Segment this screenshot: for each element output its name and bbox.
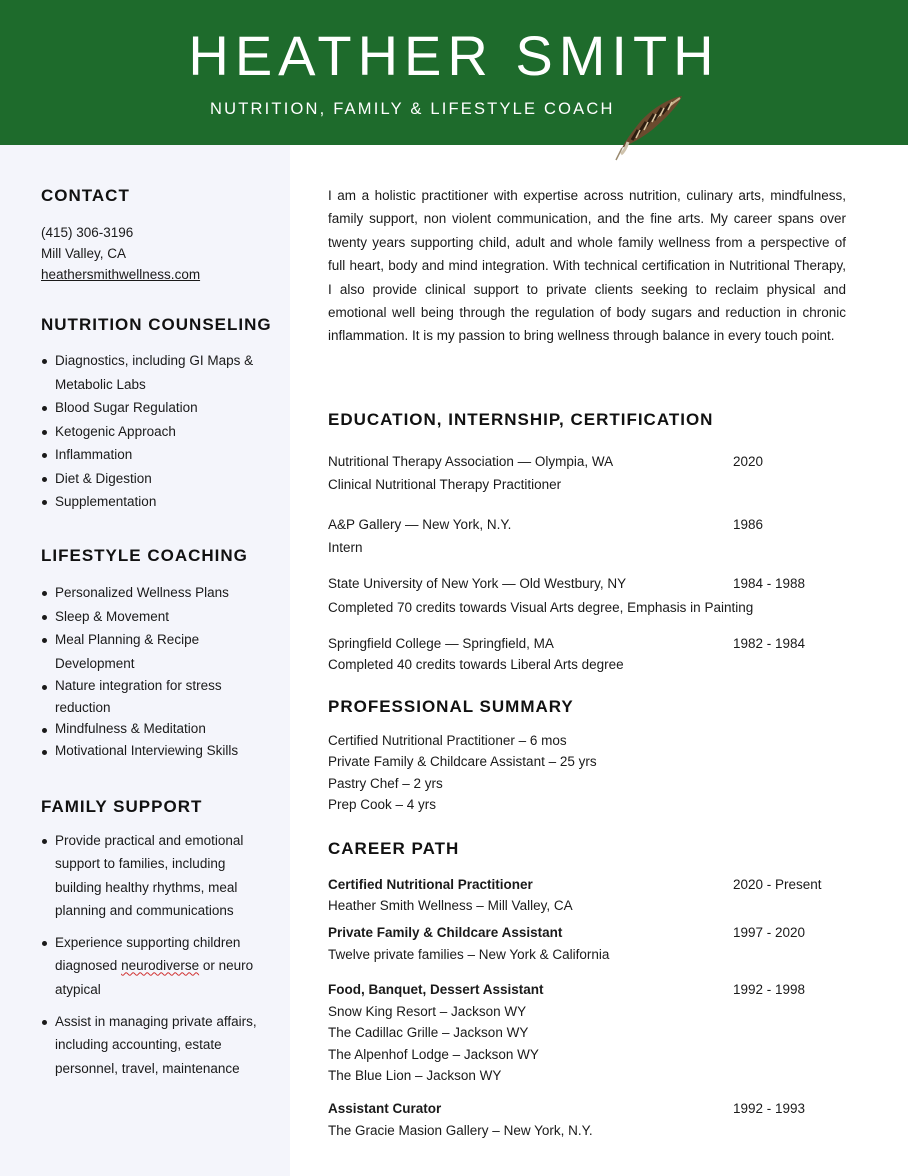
profile-summary: I am a holistic practitioner with expertise across nutrition, culinary arts, mindfulness, family support, non violent communication, and the fine arts. My career spans over twenty years supporting child, adult and whole family wellness from a perspective of full heart, body and mind integration. With technical certification in Nutritional Therapy, I also provide clinical support to private clients seeking to reclaim physical and emotional well being through the regulation of body sugars and reduction in chronic inflammation. It is my passion to bring wellness through balance in every touch point. [328, 188, 846, 344]
education-years: 1982 - 1984 [733, 636, 806, 651]
list-item: Meal Planning & Recipe Development [41, 628, 238, 675]
career-place: Snow King Resort – Jackson WY [328, 1004, 527, 1019]
list-item: Mindfulness & Meditation [41, 718, 238, 740]
professional-heading: PROFESSIONAL SUMMARY [328, 697, 574, 716]
professional-line: Prep Cook – 4 yrs [328, 797, 437, 812]
list-item: Diagnostics, including GI Maps & Metabolic Labs [41, 349, 253, 396]
nutrition-list [41, 349, 253, 514]
contact-phone: (415) 306-3196 [41, 225, 134, 240]
education-years: 1986 [733, 517, 764, 532]
list-item: Inflammation [41, 443, 253, 467]
career-years: 2020 - Present [733, 877, 822, 892]
career-title: Food, Banquet, Dessert Assistant [328, 982, 544, 997]
education-school: Nutritional Therapy Association — Olympia, WA [328, 454, 614, 469]
career-title: Assistant Curator [328, 1101, 442, 1116]
education-years: 2020 [733, 454, 764, 469]
list-item: Assist in managing private affairs, including accounting, estate personnel, travel, maintenance [41, 1010, 257, 1080]
contact-website-link[interactable]: heathersmithwellness.com [41, 267, 201, 282]
career-place: The Alpenhof Lodge – Jackson WY [328, 1047, 539, 1062]
career-place: The Gracie Masion Gallery – New York, N.Y. [328, 1123, 593, 1138]
family-list [41, 829, 257, 1089]
education-school: A&P Gallery — New York, N.Y. [328, 517, 512, 532]
subtitle: NUTRITION, FAMILY & LIFESTYLE COACH [210, 100, 615, 118]
career-title: Private Family & Childcare Assistant [328, 925, 563, 940]
list-item: Supplementation [41, 490, 253, 514]
career-place: The Blue Lion – Jackson WY [328, 1068, 502, 1083]
list-item: Motivational Interviewing Skills [41, 740, 238, 762]
lifestyle-list [41, 581, 238, 761]
education-detail: Completed 40 credits towards Liberal Arts degree [328, 657, 624, 672]
list-item: Blood Sugar Regulation [41, 396, 253, 420]
education-detail: Intern [328, 540, 363, 555]
education-years: 1984 - 1988 [733, 576, 806, 591]
career-place: Twelve private families – New York & California [328, 947, 610, 962]
list-item: Personalized Wellness Plans [41, 581, 238, 605]
contact-heading: CONTACT [41, 186, 130, 205]
education-heading: EDUCATION, INTERNSHIP, CERTIFICATION [328, 410, 714, 429]
education-detail: Clinical Nutritional Therapy Practitioner [328, 477, 562, 492]
lifestyle-heading: LIFESTYLE COACHING [41, 546, 248, 565]
list-item: Experience supporting children diagnosed neurodiverse or neuro atypical [41, 931, 257, 1001]
education-detail: Completed 70 credits towards Visual Arts degree, Emphasis in Painting [328, 600, 754, 615]
professional-line: Pastry Chef – 2 yrs [328, 776, 443, 791]
professional-line: Certified Nutritional Practitioner – 6 mos [328, 733, 567, 748]
feather-icon [612, 92, 692, 162]
contact-location: Mill Valley, CA [41, 246, 127, 261]
career-place: Heather Smith Wellness – Mill Valley, CA [328, 898, 573, 913]
career-years: 1992 - 1998 [733, 982, 806, 997]
education-school: Springfield College — Springfield, MA [328, 636, 554, 651]
education-school: State University of New York — Old Westbury, NY [328, 576, 627, 591]
name-title: HEATHER SMITH [188, 24, 720, 87]
header-banner [0, 0, 908, 145]
list-item: Diet & Digestion [41, 467, 253, 491]
list-item: Ketogenic Approach [41, 420, 253, 444]
list-item: Nature integration for stress reduction [41, 675, 238, 718]
family-heading: FAMILY SUPPORT [41, 797, 203, 816]
career-years: 1992 - 1993 [733, 1101, 806, 1116]
list-item: Sleep & Movement [41, 605, 238, 629]
career-title: Certified Nutritional Practitioner [328, 877, 533, 892]
nutrition-heading: NUTRITION COUNSELING [41, 315, 272, 334]
professional-line: Private Family & Childcare Assistant – 25 yrs [328, 754, 597, 769]
list-item: Provide practical and emotional support to families, including building healthy rhythms, meal planning and communications [41, 829, 257, 922]
career-heading: CAREER PATH [328, 839, 460, 858]
career-years: 1997 - 2020 [733, 925, 806, 940]
career-place: The Cadillac Grille – Jackson WY [328, 1025, 529, 1040]
